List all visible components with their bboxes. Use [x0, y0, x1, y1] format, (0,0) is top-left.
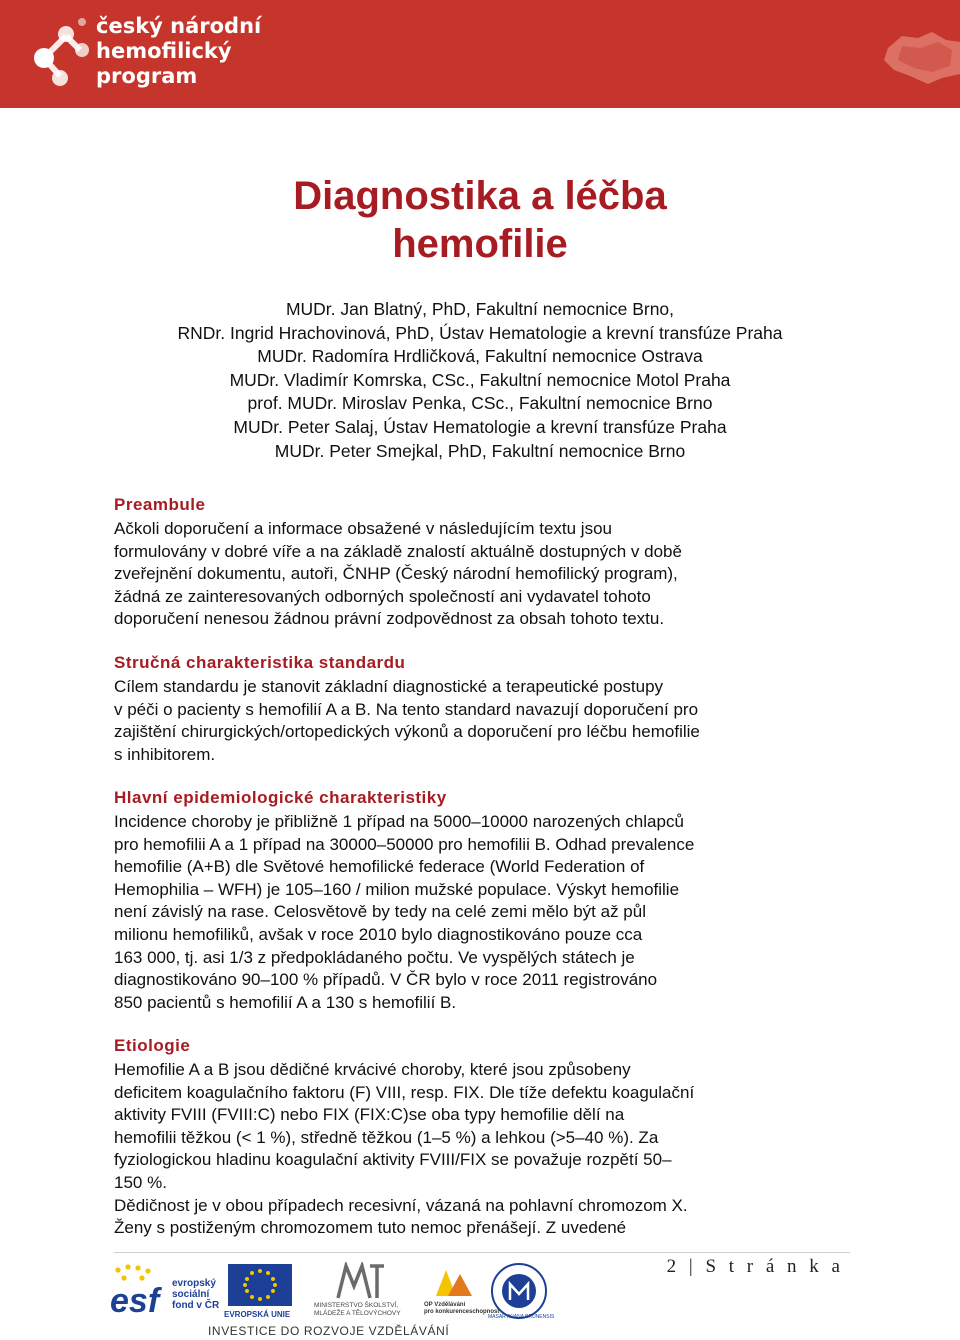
brand-line: český národní [96, 14, 262, 38]
section-heading: Hlavní epidemiologické charakteristiky [114, 788, 447, 807]
paragraph-line: deficitem koagulačního faktoru (F) VIII, resp. FIX. Dle tíže defektu koagulační [114, 1082, 695, 1102]
paragraph-line: pro hemofilii A a 1 případ na 30000–50000 pro hemofilii B. Odhad prevalence [114, 834, 695, 854]
esf-logo [108, 1262, 220, 1320]
author-line: RNDr. Ingrid Hrachovinová, PhD, Ústav Hematologie a krevní transfúze Praha [177, 322, 783, 343]
section-heading: Preambule [114, 495, 206, 514]
paragraph-line: doporučení nenesou žádnou právní zodpovědnost za obsah tohoto textu. [114, 609, 665, 629]
brand-line: hemofilický [96, 39, 232, 63]
eu-logo [224, 1264, 298, 1320]
op-line: pro konkurenceschopnost [424, 1309, 500, 1315]
page-number-value: 2 [666, 1256, 681, 1277]
title-line: Diagnostika a léčba [293, 174, 667, 218]
paragraph-line: Ačkoli doporučení a informace obsažené v následujícím textu jsou [114, 519, 612, 538]
university-seal-icon [490, 1262, 548, 1320]
page-separator: | [680, 1256, 706, 1277]
paragraph-line: aktivity FVIII (FVIII:C) nebo FIX (FIX:C)se oba typy hemofilie dělí na [114, 1105, 625, 1125]
author-line: MUDr. Peter Salaj, Ústav Hematologie a krevní transfúze Praha [233, 416, 727, 437]
paragraph-line: diagnostikováno 90–100 % případů. V ČR bylo v roce 2011 registrováno [114, 970, 658, 990]
eu-flag-icon [228, 1264, 292, 1306]
paragraph-line: Hemofilie A a B jsou dědičné krvácivé choroby, které jsou způsobeny [114, 1060, 631, 1079]
paragraph-line: Ženy s postiženým chromozomem tuto nemoc přenášejí. Z uvedené [114, 1218, 627, 1238]
paragraph-line: Incidence choroby je přibližně 1 případ na 5000–10000 narozených chlapců [114, 812, 684, 831]
msmt-text [314, 1302, 401, 1317]
esf-line: evropský [172, 1278, 216, 1289]
paragraph-line: žádná ze zainteresovaných odborných společností ani vydavatel tohoto [114, 586, 651, 606]
paragraph-line: není závislý na rase. Celosvětově by tedy na celé zemi mělo být až půl [114, 902, 646, 922]
sponsor-logos [108, 1262, 555, 1322]
op-line: OP Vzdělávání [424, 1302, 466, 1308]
section-epidemiologie [114, 787, 854, 1014]
paragraph-line: Cílem standardu je stanovit základní diagnostické a terapeutické postupy [114, 677, 664, 696]
msmt-mark-icon [336, 1262, 386, 1300]
esf-text [172, 1278, 219, 1311]
paragraph-line: v péči o pacienty s hemofilií A a B. Na tento standard navazují doporučení pro [114, 699, 699, 719]
brand-line: program [96, 64, 198, 88]
author-line: MUDr. Peter Smejkal, PhD, Fakultní nemocnice Brno [274, 440, 686, 461]
czech-map-icon [880, 26, 960, 88]
page-label: S t r á n k a [705, 1256, 844, 1277]
esf-line: sociální [172, 1289, 210, 1300]
brand-name [96, 14, 261, 89]
msmt-line: MLÁDEŽE A TĚLOVÝCHOVY [314, 1309, 401, 1317]
molecule-logo-icon [30, 14, 92, 94]
author-line: prof. MUDr. Miroslav Penka, CSc., Fakultní nemocnice Brno [247, 393, 713, 414]
author-list [0, 298, 960, 463]
author-line: MUDr. Vladimír Komrska, CSc., Fakultní nemocnice Motol Praha [229, 369, 731, 390]
page-number [667, 1256, 844, 1278]
title-line: hemofilie [392, 222, 568, 266]
svg-text:esf: esf [110, 1282, 160, 1318]
section-heading: Etiologie [114, 1036, 191, 1055]
paragraph-line: s inhibitorem. [114, 744, 216, 764]
paragraph-line: formulovány v dobré víře a na základě znalostí aktuálně dostupných v době [114, 541, 682, 561]
paragraph-line: hemofilie (A+B) dle Světové hemofilické federace (World Federation of [114, 857, 645, 877]
paragraph-line: hemofilii těžkou (< 1 %), středně těžkou (1–5 %) a lehkou (>5–40 %). Za [114, 1127, 659, 1147]
section-strucna-charakteristika [114, 652, 854, 766]
section-preambule [114, 494, 854, 631]
paragraph-line: fyziologickou hladinu koagulační aktivity FVIII/FIX se považuje rozpětí 50– [114, 1150, 672, 1170]
author-line: MUDr. Jan Blatný, PhD, Fakultní nemocnice Brno, [285, 299, 675, 319]
author-line: MUDr. Radomíra Hrdličková, Fakultní nemocnice Ostrava [257, 346, 703, 367]
paragraph-line: 163 000, tj. asi 1/3 z předpokládaného počtu. Ve vyspělých státech je [114, 947, 635, 967]
op-mark-icon [432, 1266, 476, 1300]
paragraph-line: 850 pacientů s hemofilií A a 130 s hemofilií B. [114, 992, 457, 1012]
paragraph-line: Dědičnost je v obou případech recesivní, vázaná na pohlavní chromozom X. [114, 1195, 688, 1215]
esf-mark-icon [108, 1262, 170, 1318]
eu-label: EVROPSKÁ UNIE [224, 1310, 291, 1319]
msmt-line: MINISTERSTVO ŠKOLSTVÍ, [314, 1302, 399, 1309]
university-label: MASARYKIANA BRUNENSIS [488, 1314, 555, 1320]
paragraph-line: zajištění chirurgických/ortopedických výkonů a doporučení pro léčbu hemofilie [114, 722, 700, 742]
footer-tagline: INVESTICE DO ROZVOJE VZDĚLÁVÁNÍ [208, 1324, 450, 1338]
esf-line: fond v ČR [172, 1300, 220, 1311]
header-banner [0, 0, 960, 108]
paragraph-line: milionu hemofiliků, avšak v roce 2010 bylo diagnostikováno pouze cca [114, 924, 643, 944]
footer-divider [114, 1252, 850, 1253]
paragraph-line: Hemophilia – WFH) je 105–160 / milion mužské populace. Výskyt hemofilie [114, 879, 680, 899]
document-title [0, 172, 960, 268]
msmt-logo [314, 1262, 412, 1320]
section-etiologie [114, 1035, 854, 1240]
section-heading: Stručná charakteristika standardu [114, 653, 406, 672]
university-seal [488, 1262, 555, 1320]
paragraph-line: 150 %. [114, 1172, 167, 1192]
paragraph-line: zveřejnění dokumentu, autoři, ČNHP (Český národní hemofilický program), [114, 564, 678, 584]
op-logo [424, 1266, 500, 1320]
